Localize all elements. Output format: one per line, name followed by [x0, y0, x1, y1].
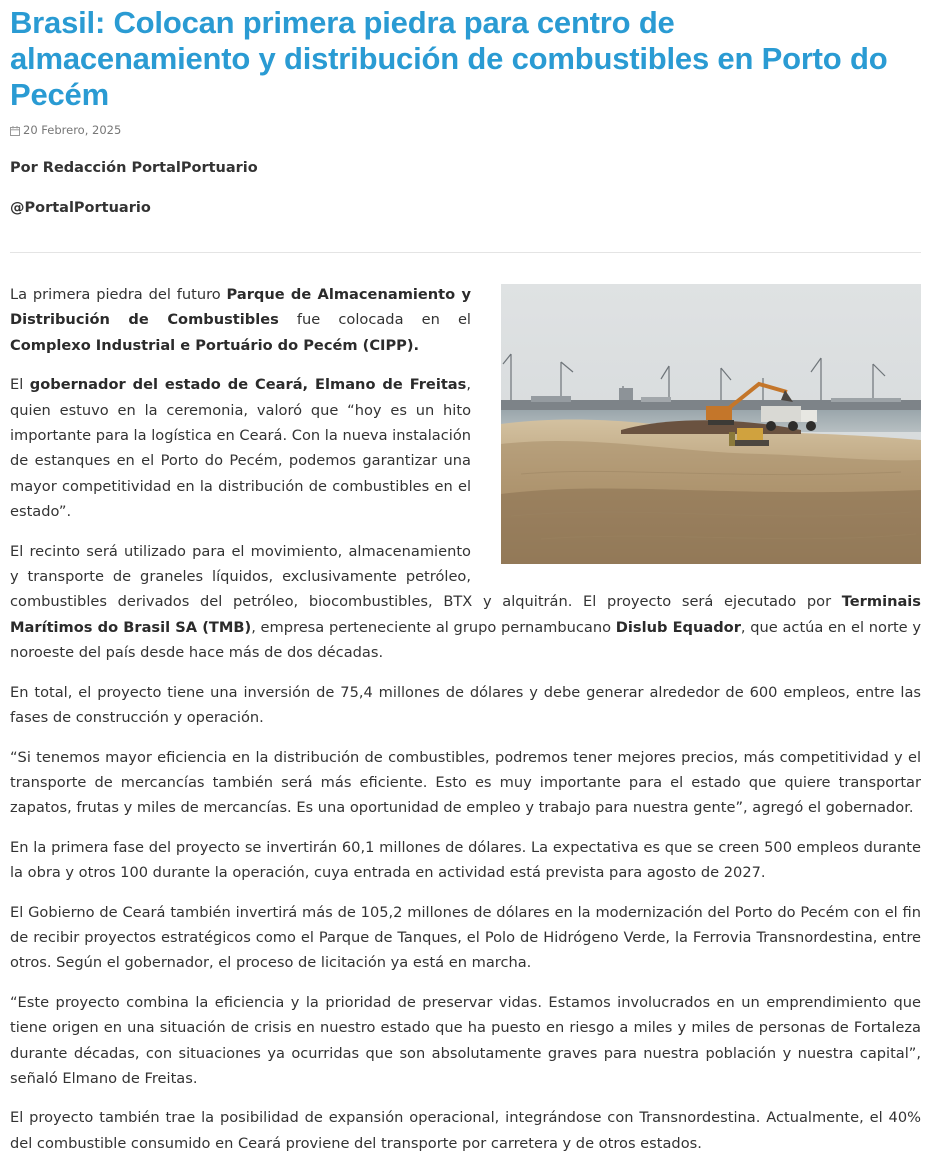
- paragraph-8: “Este proyecto combina la eficiencia y la prioridad de preservar vidas. Estamos involucrados en un emprendimiento que tiene origen en una situación de crisis en nuestro estado que ha puesto en riesgo a miles y miles de personas de Fortaleza durante décadas, con situaciones ya ocurridas que son absolutamente graves para nuestra población y nuestra capital”, señaló Elmano de Freitas.: [10, 993, 921, 1087]
- article-page: [10, 0, 921, 1156]
- paragraph-6: En la primera fase del proyecto se invertirán 60,1 millones de dólares. La expectativa es que se creen 500 empleos durante la obra y otros 100 durante la operación, cuya entrada en actividad está prevista para agosto de 2027.: [10, 838, 921, 882]
- paragraph-2: El gobernador del estado de Ceará, Elmano de Freitas, quien estuvo en la ceremonia, valoró que “hoy es un hito importante para la logística en Ceará. Con la nueva instalación de estanques en el Porto do Pecém, podemos garantizar una mayor competitividad en la distribución de combustibles en el estado”.: [10, 376, 471, 521]
- paragraph-9: El proyecto también trae la posibilidad de expansión operacional, integrándose con Transnordestina. Actualmente, el 40% del combustible consumido en Ceará proviene del transporte por carretera y de otros estados.: [10, 1109, 921, 1152]
- paragraph-3: El recinto será utilizado para el movimiento, almacenamiento y transporte de graneles líquidos, exclusivamente petróleo, combustibles derivados del petróleo, biocombustibles, BTX y alquitrán. El proyecto será ejecutado por Terminais Marítimos do Brasil SA (TMB), empresa perteneciente al grupo pernambucano Dislub Equador, que actúa en el norte y noroeste del país desde hace más de dos décadas.: [10, 542, 922, 662]
- twitter-handle: @PortalPortuario: [10, 200, 151, 216]
- paragraph-4: En total, el proyecto tiene una inversión de 75,4 millones de dólares y debe generar alrededor de 600 empleos, entre las fases de construcción y operación.: [10, 683, 921, 727]
- publish-date: [10, 122, 921, 138]
- calendar-icon: [10, 126, 20, 136]
- construction-site-photo: [501, 284, 921, 564]
- article-title: Brasil: Colocan primera piedra para centro de almacenamiento y distribución de combustibles en Porto do Pecém: [10, 5, 888, 112]
- paragraph-5: “Si tenemos mayor eficiencia en la distribución de combustibles, podremos tener mejores precios, más competitividad y el transporte de mercancías también será más eficiente. Esto es muy importante para el estado que quiere transportar zapatos, frutas y miles de mercancías. Es una oportunidad de empleo y trabajo para nuestra gente”, agregó el gobernador.: [10, 748, 921, 817]
- publish-date-text: 20 Febrero, 2025: [23, 123, 122, 137]
- paragraph-7: El Gobierno de Ceará también invertirá más de 105,2 millones de dólares en la modernización del Porto do Pecém con el fin de recibir proyectos estratégicos como el Parque de Tanques, el Polo de Hidrógeno Verde, la Ferrovia Transnordestina, entre otros. Según el gobernador, el proceso de licitación ya está en marcha.: [10, 903, 921, 972]
- paragraph-1: La primera piedra del futuro Parque de Almacenamiento y Distribución de Combustibles fue colocada en el Complexo Industrial e Portuário do Pecém (CIPP).: [10, 286, 471, 354]
- article-body: [10, 282, 921, 1156]
- byline: Por Redacción PortalPortuario: [10, 160, 258, 176]
- divider: [10, 252, 921, 253]
